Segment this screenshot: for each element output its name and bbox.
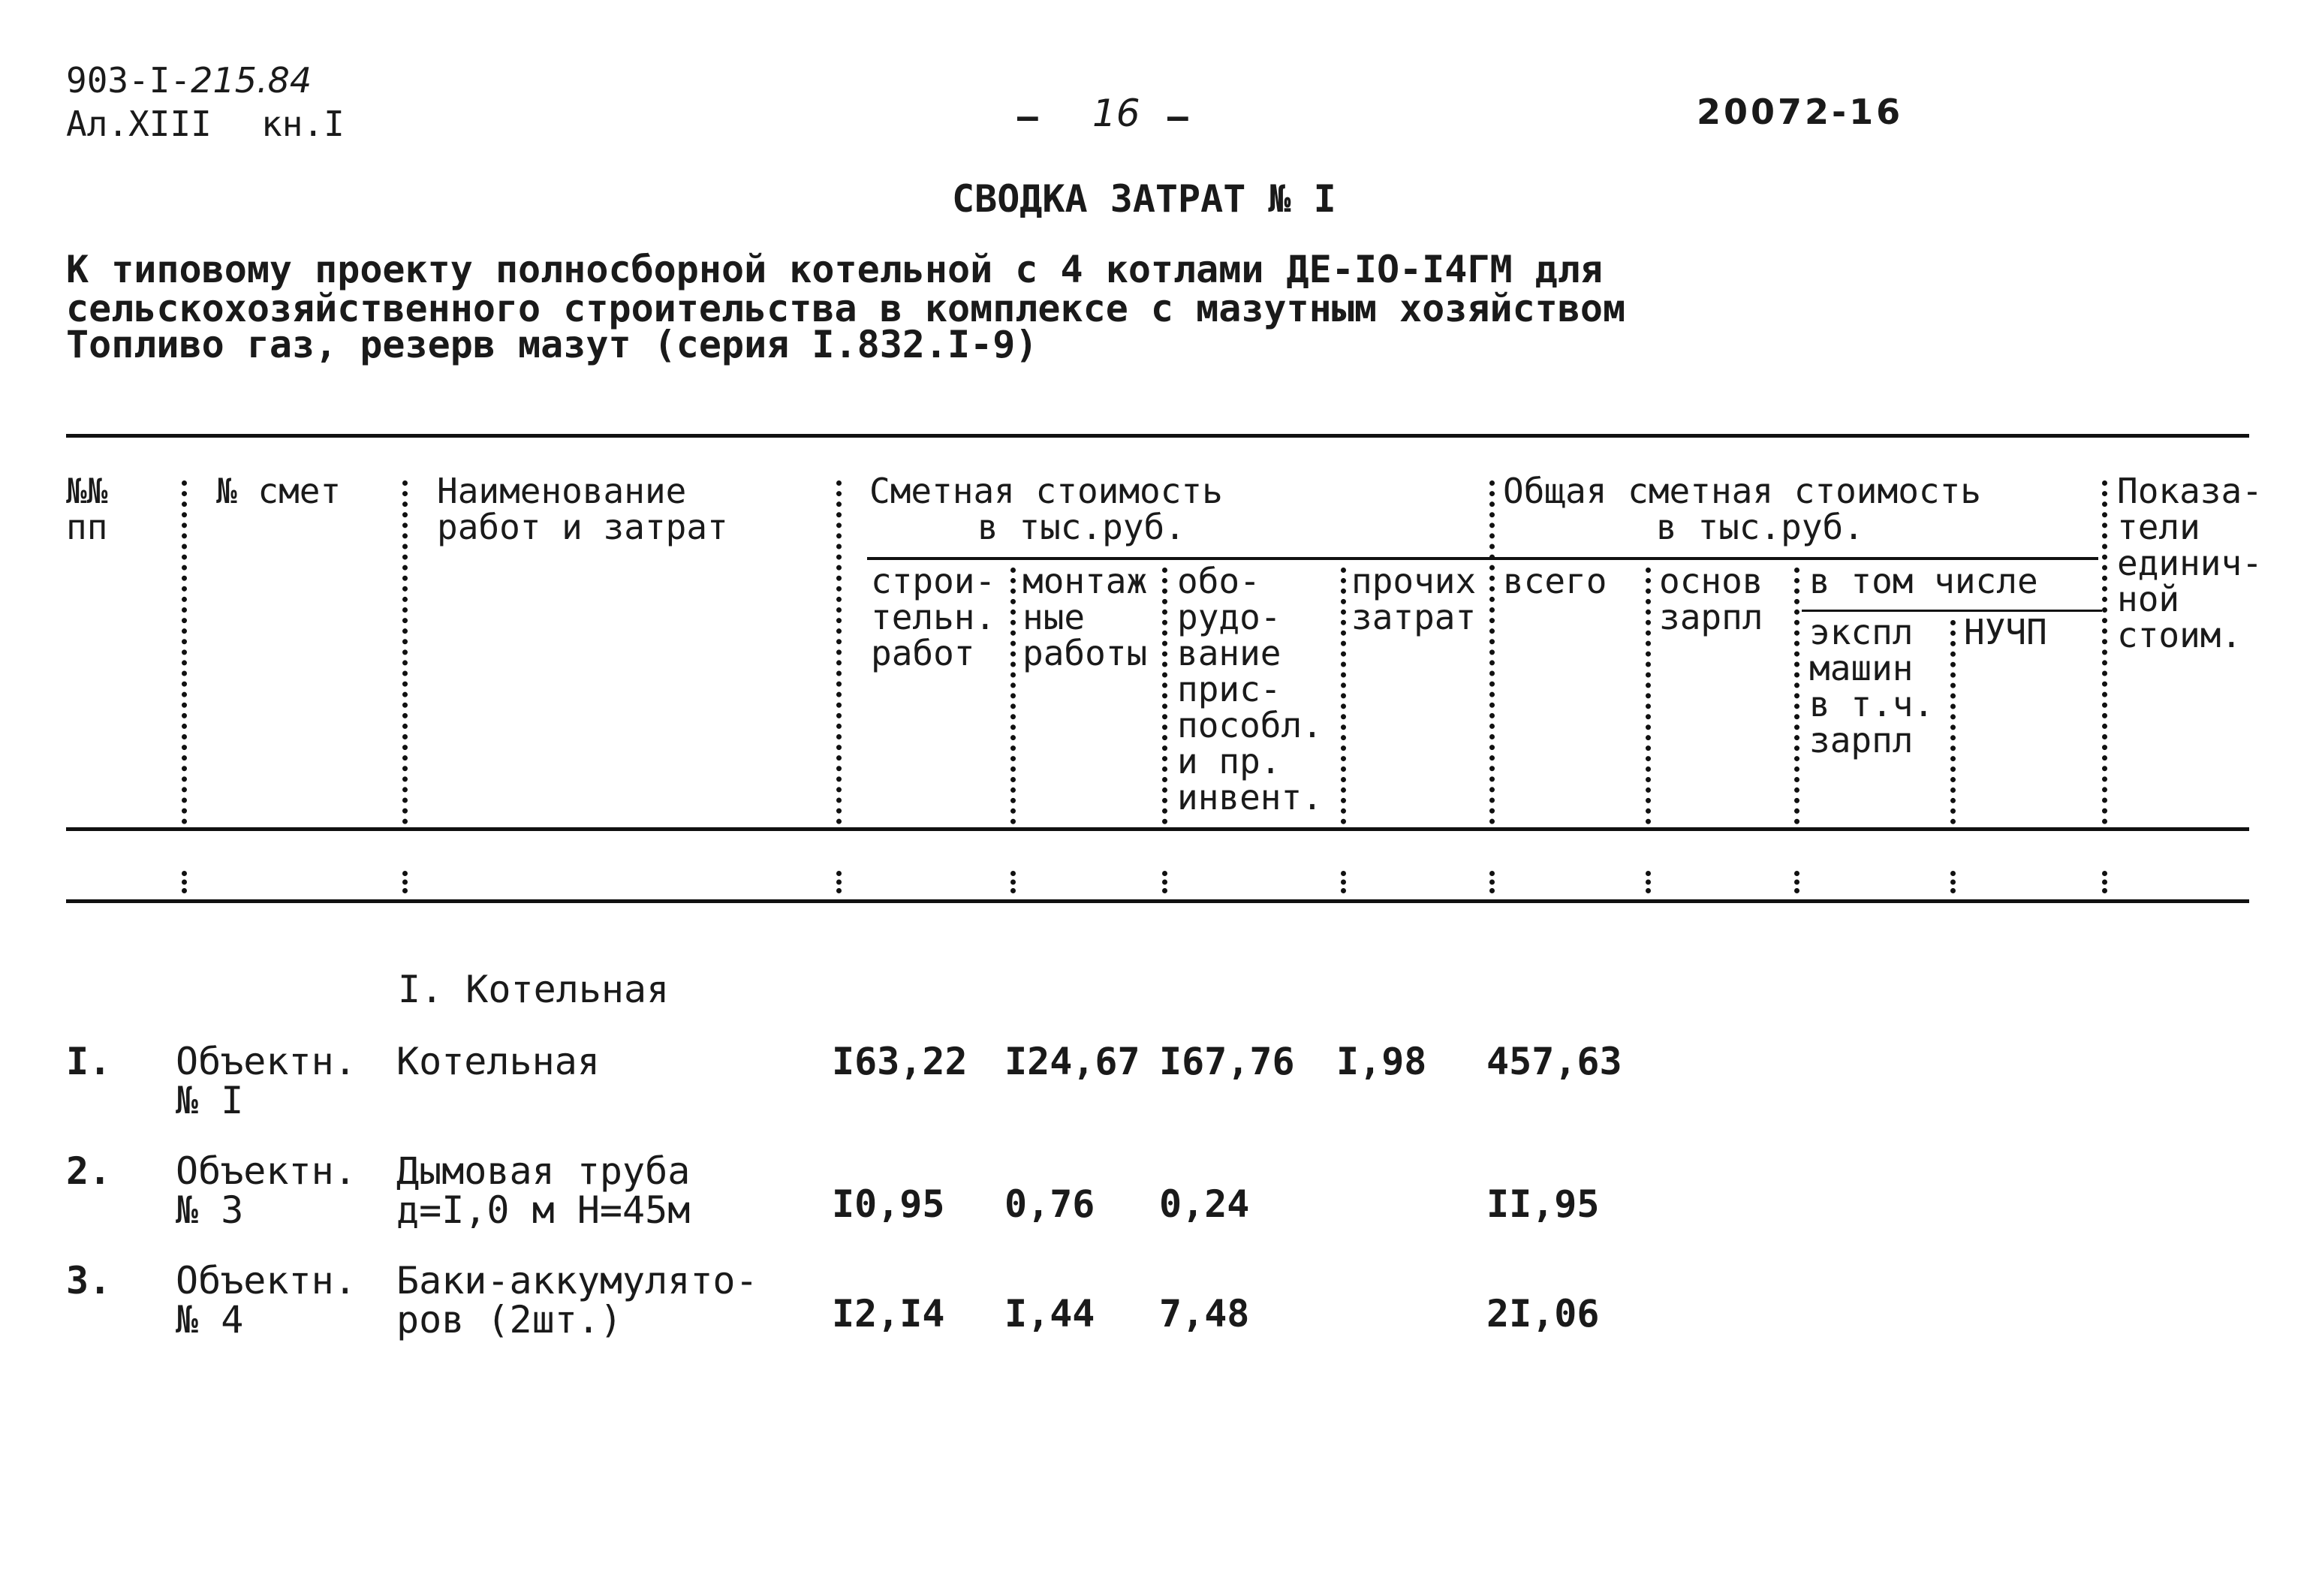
document-code-printed: 903-I- [66,60,191,101]
row-construction: I2,I4 [832,1292,945,1336]
num-sep-5 [1162,871,1167,893]
col-sep-3 [836,480,842,824]
row-installation: I24,67 [1004,1040,1140,1083]
row-installation: I,44 [1004,1292,1095,1336]
document-code-handwritten: 215.84 [191,60,312,101]
row-total: II,95 [1486,1182,1600,1226]
header-nuchp: НУЧП [1964,612,2047,652]
row-estimate: Объектн. № 3 [176,1149,357,1232]
header-num: №№ пп [66,471,108,547]
row-construction: I63,22 [832,1040,968,1083]
col-sep-8 [1646,568,1651,824]
num-sep-10 [1950,871,1956,893]
intro-line-1: К типовому проекту полносборной котельной с 4 котлами ДЕ-IO-I4ГМ для [66,248,1603,291]
num-sep-8 [1646,871,1651,893]
row-installation: 0,76 [1004,1182,1095,1226]
numbering-row-rule [66,899,2249,903]
row-equipment: 0,24 [1159,1182,1250,1226]
col-sep-6 [1341,568,1346,824]
num-sep-9 [1794,871,1799,893]
col-sep-9 [1794,568,1799,824]
header-cost: Сметная стоимость в тыс.руб. [869,471,1223,547]
album-label: Ал.ХIII [66,104,212,144]
row-equipment: I67,76 [1159,1040,1295,1083]
row-total: 2I,06 [1486,1292,1600,1336]
num-sep-1 [182,871,187,893]
intro-line-2: сельскохозяйственного строительства в комплексе с мазутным хозяйством [66,287,1626,330]
page-dash-right: – [1167,96,1188,137]
row-equipment: 7,48 [1159,1292,1250,1336]
col-sep-1 [182,480,187,824]
document-code [66,62,312,99]
row-other: I,98 [1336,1040,1427,1083]
section-heading: I. Котельная [398,968,670,1011]
header-base-salary: основ зарпл [1659,561,1763,637]
header-including: в том числе [1809,561,2038,601]
header-estimate: № смет [216,471,342,511]
header-equipment: обо- рудо- вание прис- пособл. и пр. инвент. [1177,561,1323,818]
col-sep-2 [402,480,408,824]
header-total-cost: Общая сметная стоимость в тыс.руб. [1503,471,1981,547]
row-construction: I0,95 [832,1182,945,1226]
row-name: Дымовая труба д=I,0 м Н=45м [396,1149,691,1232]
col-sep-11 [2102,480,2107,824]
num-sep-11 [2102,871,2107,893]
row-total: 457,63 [1486,1040,1622,1083]
row-estimate: Объектн. № I [176,1040,357,1122]
page-dash-left: – [1017,96,1038,137]
row-estimate: Объектн. № 4 [176,1259,357,1342]
row-num: I. [66,1040,112,1083]
col-sep-4 [1010,568,1016,824]
header-installation: монтаж ные работы [1022,561,1148,673]
header-construction: строи- тельн. работ [871,561,996,673]
cost-sub-rule [867,557,2098,560]
header-indicators: Показа- тели единич- ной стоим. [2117,471,2263,655]
num-sep-3 [836,871,842,893]
header-total: всего [1503,561,1607,601]
num-sep-7 [1489,871,1495,893]
num-sep-2 [402,871,408,893]
header-other: прочих затрат [1351,561,1477,637]
num-sep-6 [1341,871,1346,893]
header-name: Наименование работ и затрат [437,471,728,547]
archive-number: 20072-16 [1697,92,1904,132]
row-name: Котельная [396,1040,600,1083]
row-name: Баки-аккумулято- ров (2шт.) [396,1259,758,1342]
page-title: СВОДКА ЗАТРАТ № I [952,177,1336,221]
header-bottom-rule [66,827,2249,831]
intro-line-3: Топливо газ, резерв мазут (серия I.832.I-9) [66,323,1038,366]
num-sep-4 [1010,871,1016,893]
table-top-rule [66,434,2249,438]
header-machines: экспл машин в т.ч. зарпл [1809,612,1935,760]
col-sep-10 [1950,620,1956,824]
page-number: 16 [1092,92,1140,135]
row-num: 3. [66,1259,112,1302]
row-num: 2. [66,1149,112,1193]
col-sep-7 [1489,480,1495,824]
col-sep-5 [1162,568,1167,824]
book-label: кн.I [261,104,345,144]
